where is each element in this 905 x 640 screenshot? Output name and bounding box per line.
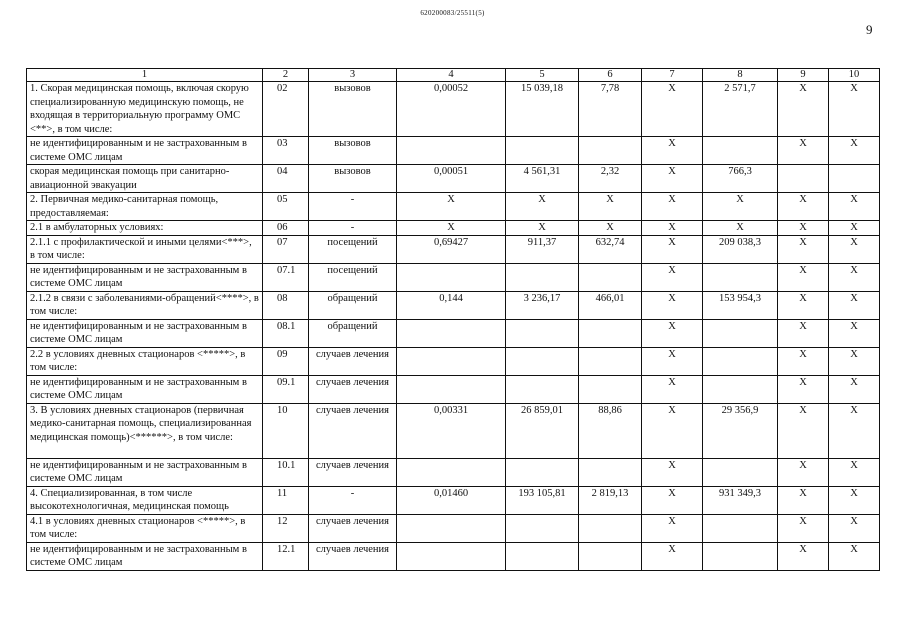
row-label-cell: 2.1.2 в связи с заболеваниями-обращений<****>, в том числе:	[27, 291, 263, 319]
table-cell	[703, 319, 778, 347]
table-cell: X	[829, 137, 880, 165]
table-cell	[506, 514, 579, 542]
table-row	[27, 235, 880, 263]
table-cell: X	[778, 514, 829, 542]
table-cell: 10	[263, 403, 309, 458]
table-cell: X	[829, 319, 880, 347]
data-table	[26, 68, 880, 571]
table-cell: X	[829, 347, 880, 375]
table-cell: 2 571,7	[703, 82, 778, 137]
table-cell	[397, 137, 506, 165]
table-cell: 04	[263, 165, 309, 193]
table-cell: X	[778, 82, 829, 137]
table-cell: X	[642, 291, 703, 319]
table-cell: вызовов	[309, 137, 397, 165]
table-cell: X	[778, 291, 829, 319]
table-cell: X	[778, 263, 829, 291]
table-cell: 632,74	[579, 235, 642, 263]
table-cell: X	[778, 221, 829, 236]
table-cell: случаев лечения	[309, 375, 397, 403]
table-cell: X	[829, 514, 880, 542]
table-row	[27, 486, 880, 514]
table-cell: 12.1	[263, 542, 309, 570]
table-cell: 911,37	[506, 235, 579, 263]
page-number: 9	[866, 22, 873, 37]
table-cell	[397, 375, 506, 403]
table-cell: 12	[263, 514, 309, 542]
column-header: 5	[506, 69, 579, 82]
row-label-cell: не идентифицированным и не застрахованным в системе ОМС лицам	[27, 375, 263, 403]
table-cell: случаев лечения	[309, 403, 397, 458]
table-row	[27, 319, 880, 347]
table-cell: X	[829, 221, 880, 236]
table-cell: X	[642, 263, 703, 291]
table-cell: X	[506, 193, 579, 221]
table-cell: X	[829, 486, 880, 514]
table-cell: X	[642, 193, 703, 221]
table-cell: 05	[263, 193, 309, 221]
table-cell	[506, 263, 579, 291]
table-cell	[703, 458, 778, 486]
table-cell: 09.1	[263, 375, 309, 403]
table-cell	[579, 514, 642, 542]
table-cell	[703, 263, 778, 291]
table-row	[27, 542, 880, 570]
row-label-cell: 2. Первичная медико-санитарная помощь, предоставляемая:	[27, 193, 263, 221]
table-cell	[397, 514, 506, 542]
table-cell: случаев лечения	[309, 347, 397, 375]
table-row	[27, 347, 880, 375]
table-cell	[397, 347, 506, 375]
table-cell: 07.1	[263, 263, 309, 291]
row-label-cell: 1. Скорая медицинская помощь, включая скорую специализированную медицинскую помощь, не входящая в территориальную программу ОМС <**>, в том числе:	[27, 82, 263, 137]
table-cell: 0,00051	[397, 165, 506, 193]
table-cell	[506, 458, 579, 486]
table-cell: X	[778, 319, 829, 347]
table-cell: X	[829, 82, 880, 137]
table-cell: X	[778, 458, 829, 486]
table-cell: X	[778, 193, 829, 221]
table-cell: X	[642, 319, 703, 347]
table-cell: -	[309, 193, 397, 221]
table-cell	[703, 542, 778, 570]
column-header: 10	[829, 69, 880, 82]
column-header: 6	[579, 69, 642, 82]
table-row	[27, 403, 880, 458]
document-id: 620200083/25511(5)	[420, 9, 485, 17]
table-cell: X	[829, 263, 880, 291]
table-cell: 931 349,3	[703, 486, 778, 514]
table-cell: X	[506, 221, 579, 236]
table-cell	[397, 542, 506, 570]
row-label-cell: 2.2 в условиях дневных стационаров <*****>, в том числе:	[27, 347, 263, 375]
table-cell: 88,86	[579, 403, 642, 458]
table-cell: X	[397, 193, 506, 221]
row-label-cell: 4. Специализированная, в том числе высокотехнологичная, медицинская помощь	[27, 486, 263, 514]
column-header: 9	[778, 69, 829, 82]
table-cell: -	[309, 486, 397, 514]
row-label-cell: не идентифицированным и не застрахованным в системе ОМС лицам	[27, 542, 263, 570]
table-cell: 03	[263, 137, 309, 165]
table-row	[27, 221, 880, 236]
table-cell	[397, 263, 506, 291]
table-cell: 07	[263, 235, 309, 263]
table-cell: X	[703, 221, 778, 236]
table-cell: X	[829, 375, 880, 403]
table-cell: 0,69427	[397, 235, 506, 263]
row-label-cell: 3. В условиях дневных стационаров (первичная медико-санитарная помощь, специализированная медицинская помощь)<******>, в том числе:	[27, 403, 263, 458]
table-cell	[506, 319, 579, 347]
table-cell: X	[703, 193, 778, 221]
table-cell: X	[642, 458, 703, 486]
row-label-cell: скорая медицинская помощь при санитарно-авиационной эвакуации	[27, 165, 263, 193]
table-cell: посещений	[309, 263, 397, 291]
table-cell: X	[778, 403, 829, 458]
table-cell: X	[642, 165, 703, 193]
table-row	[27, 291, 880, 319]
table-cell: X	[642, 347, 703, 375]
table-cell: 193 105,81	[506, 486, 579, 514]
table-cell: X	[829, 193, 880, 221]
table-cell	[579, 375, 642, 403]
table-cell	[397, 458, 506, 486]
row-label-cell: 2.1.1 с профилактической и иными целями<***>, в том числе:	[27, 235, 263, 263]
table-cell: X	[829, 235, 880, 263]
table-cell	[703, 137, 778, 165]
column-header: 8	[703, 69, 778, 82]
table-cell	[829, 165, 880, 193]
table-cell: 7,78	[579, 82, 642, 137]
table-cell: 209 038,3	[703, 235, 778, 263]
header-row	[27, 69, 880, 82]
table-cell: посещений	[309, 235, 397, 263]
table-cell	[579, 458, 642, 486]
table-cell: X	[829, 542, 880, 570]
table-cell: X	[642, 221, 703, 236]
table-cell	[703, 514, 778, 542]
table-cell	[506, 347, 579, 375]
table-row	[27, 193, 880, 221]
table-cell: 0,00052	[397, 82, 506, 137]
table-row	[27, 263, 880, 291]
table-cell: X	[778, 347, 829, 375]
table-cell: X	[778, 235, 829, 263]
table-cell: 11	[263, 486, 309, 514]
table-cell: X	[642, 486, 703, 514]
table-cell: 29 356,9	[703, 403, 778, 458]
table-cell	[397, 319, 506, 347]
table-cell: X	[642, 542, 703, 570]
column-header: 7	[642, 69, 703, 82]
table-cell: X	[642, 375, 703, 403]
table-cell: 26 859,01	[506, 403, 579, 458]
row-label-cell: не идентифицированным и не застрахованным в системе ОМС лицам	[27, 458, 263, 486]
table-row	[27, 137, 880, 165]
table-cell: 3 236,17	[506, 291, 579, 319]
table-cell: 08	[263, 291, 309, 319]
table-cell: X	[778, 486, 829, 514]
table-cell: X	[397, 221, 506, 236]
table-cell: X	[642, 403, 703, 458]
table-cell: случаев лечения	[309, 542, 397, 570]
table-cell: 09	[263, 347, 309, 375]
table-cell: 766,3	[703, 165, 778, 193]
column-header: 3	[309, 69, 397, 82]
table-row	[27, 165, 880, 193]
table-cell: 0,00331	[397, 403, 506, 458]
table-row	[27, 375, 880, 403]
table-cell: X	[579, 221, 642, 236]
table-cell	[579, 347, 642, 375]
table-cell: 153 954,3	[703, 291, 778, 319]
table-cell: 0,144	[397, 291, 506, 319]
row-label-cell: не идентифицированным и не застрахованным в системе ОМС лицам	[27, 319, 263, 347]
column-header: 2	[263, 69, 309, 82]
column-header: 4	[397, 69, 506, 82]
table-cell	[579, 263, 642, 291]
row-label-cell: 4.1 в условиях дневных стационаров <*****>, в том числе:	[27, 514, 263, 542]
table-cell	[506, 137, 579, 165]
table-cell: 08.1	[263, 319, 309, 347]
table-row	[27, 514, 880, 542]
table-cell: X	[829, 403, 880, 458]
table-cell: X	[778, 542, 829, 570]
column-header: 1	[27, 69, 263, 82]
table-cell: X	[642, 235, 703, 263]
table-cell: 06	[263, 221, 309, 236]
table-cell: 2,32	[579, 165, 642, 193]
table-cell	[703, 375, 778, 403]
table-cell	[703, 347, 778, 375]
table-cell: X	[642, 514, 703, 542]
table-cell: X	[642, 82, 703, 137]
row-label-cell: 2.1 в амбулаторных условиях:	[27, 221, 263, 236]
table-row	[27, 458, 880, 486]
row-label-cell: не идентифицированным и не застрахованным в системе ОМС лицам	[27, 263, 263, 291]
table-cell: 0,01460	[397, 486, 506, 514]
row-label-cell: не идентифицированным и не застрахованным в системе ОМС лицам	[27, 137, 263, 165]
table-cell: X	[579, 193, 642, 221]
table-cell	[579, 137, 642, 165]
table-cell	[506, 375, 579, 403]
table-cell: 02	[263, 82, 309, 137]
table-cell	[506, 542, 579, 570]
table-cell: случаев лечения	[309, 514, 397, 542]
table-cell: 2 819,13	[579, 486, 642, 514]
table-cell	[778, 165, 829, 193]
table-cell: X	[778, 375, 829, 403]
table-cell: 15 039,18	[506, 82, 579, 137]
table-cell	[579, 319, 642, 347]
table-cell: X	[642, 137, 703, 165]
table-cell: -	[309, 221, 397, 236]
table-cell: X	[778, 137, 829, 165]
table-cell: случаев лечения	[309, 458, 397, 486]
table-cell	[579, 542, 642, 570]
table-row	[27, 82, 880, 137]
table-cell: обращений	[309, 319, 397, 347]
table-cell: 466,01	[579, 291, 642, 319]
table-cell: обращений	[309, 291, 397, 319]
table-cell: 4 561,31	[506, 165, 579, 193]
table-cell: X	[829, 458, 880, 486]
table-cell: 10.1	[263, 458, 309, 486]
table-cell: вызовов	[309, 82, 397, 137]
table-cell: вызовов	[309, 165, 397, 193]
table-cell: X	[829, 291, 880, 319]
